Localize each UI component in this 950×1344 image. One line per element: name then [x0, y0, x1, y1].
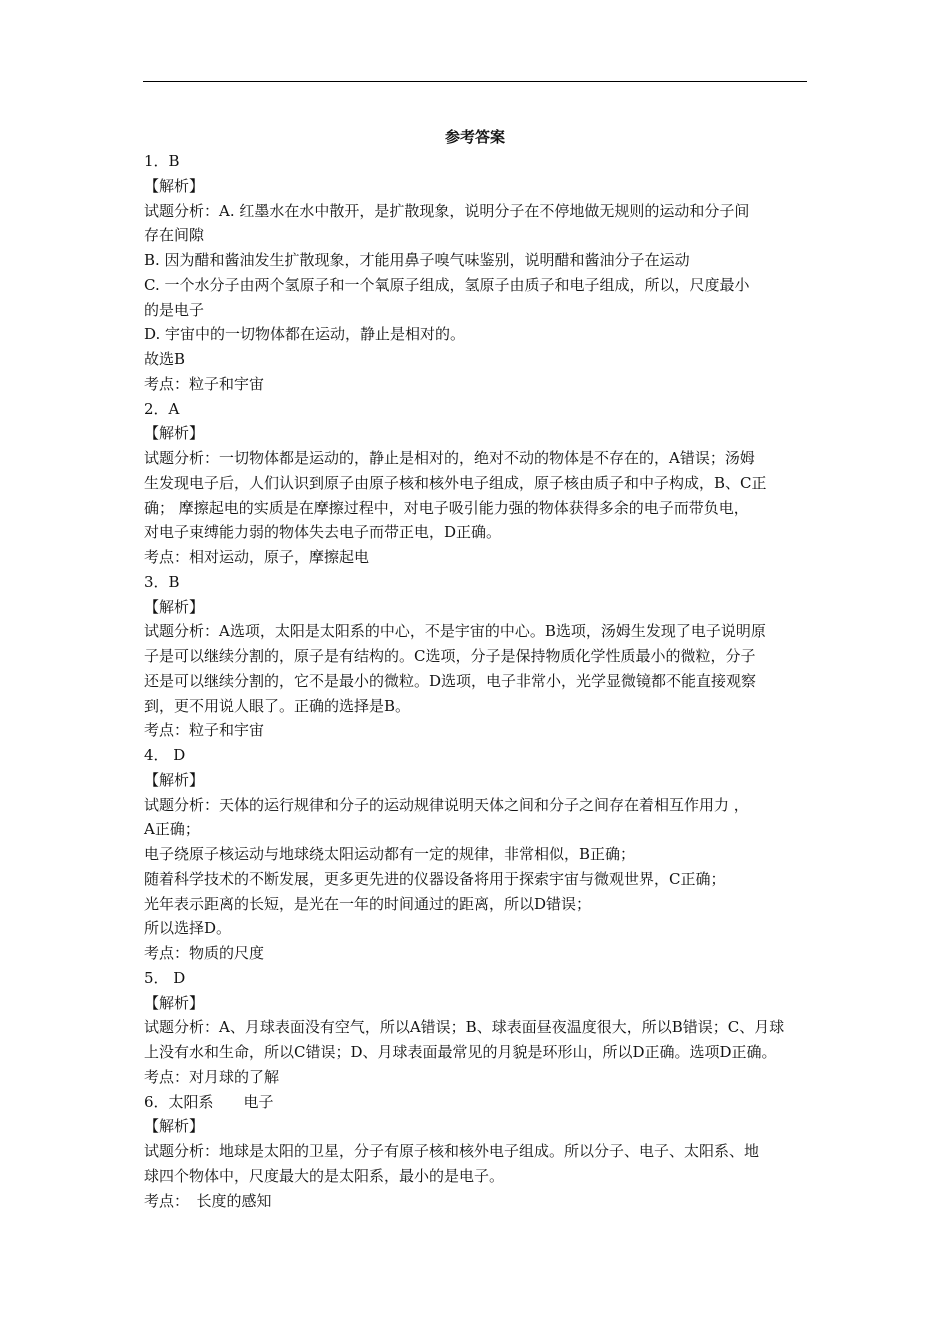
text-line: B. 因为醋和酱油发生扩散现象，才能用鼻子嗅气味鉴别，说明醋和酱油分子在运动 — [144, 251, 690, 269]
text-line: 随着科学技术的不断发展，更多更先进的仪器设备将用于探索宇宙与微观世界，C正确； — [144, 869, 726, 888]
text-line: 【解析】 — [144, 424, 205, 443]
text-line: 球四个物体中，尺度最大的是太阳系，最小的是电子。 — [144, 1166, 505, 1185]
text-line: C. 一个水分子由两个氢原子和一个氧原子组成，氢原子由质子和电子组成，所以，尺度最小 — [144, 275, 750, 294]
text-line: 3．B — [144, 572, 180, 591]
text-line: 试题分析：一切物体都是运动的，静止是相对的，绝对不动的物体是不存在的，A错误；汤姆 — [144, 449, 755, 467]
text-line: 确； 摩擦起电的实质是在摩擦过程中，对电子吸引能力强的物体获得多余的电子而带负电， — [144, 498, 749, 517]
text-line: 5． D — [144, 968, 186, 987]
text-line: 6．太阳系 电子 — [144, 1092, 274, 1111]
text-line: 电子绕原子核运动与地球绕太阳运动都有一定的规律，非常相似，B正确； — [144, 845, 636, 863]
text-line: 考点：对月球的了解 — [144, 1067, 280, 1086]
header-rule — [143, 81, 807, 82]
text-line: 的是电子 — [144, 300, 205, 319]
text-line: 试题分析：地球是太阳的卫星，分子有原子核和核外电子组成。所以分子、电子、太阳系、地 — [144, 1142, 760, 1160]
text-line: 2．A — [144, 399, 180, 418]
text-line: A正确； — [144, 820, 200, 839]
text-line: 故选B — [144, 350, 186, 368]
text-line: 【解析】 — [144, 597, 205, 616]
text-line: 所以选择D。 — [144, 919, 232, 938]
text-line: 考点：相对运动，原子，摩擦起电 — [144, 548, 370, 566]
text-line: 【解析】 — [144, 1117, 205, 1136]
text-line: 4． D — [144, 746, 186, 764]
text-line: 试题分析：A. 红墨水在水中散开，是扩散现象，说明分子在不停地做无规则的运动和分子间 — [144, 201, 750, 220]
text-line: 到，更不用说人眼了。正确的选择是B。 — [144, 696, 411, 715]
text-line: 考点： 长度的感知 — [144, 1191, 272, 1210]
text-line: 还是可以继续分割的，它不是最小的微粒。D选项，电子非常小，光学显微镜都不能直接观察 — [144, 671, 757, 690]
text-line: 【解析】 — [144, 993, 205, 1012]
text-line: 考点：粒子和宇宙 — [144, 721, 265, 740]
text-line: 试题分析：A、月球表面没有空气，所以A错误；B、球表面昼夜温度很大，所以B错误；C、月球 — [144, 1018, 785, 1037]
text-line: 子是可以继续分割的，原子是有结构的。C选项，分子是保持物质化学性质最小的微粒，分子 — [144, 647, 756, 665]
text-line: 光年表示距离的长短，是光在一年的时间通过的距离，所以D错误； — [144, 894, 592, 913]
answer-body — [144, 149, 812, 1213]
text-line: 存在间隙 — [144, 226, 205, 245]
text-line: 试题分析：A选项，太阳是太阳系的中心，不是宇宙的中心。B选项，汤姆生发现了电子说明原 — [144, 622, 766, 641]
text-line: 【解析】 — [144, 176, 205, 195]
text-line: 考点：物质的尺度 — [144, 944, 265, 962]
text-line: 对电子束缚能力弱的物体失去电子而带正电，D正确。 — [144, 523, 502, 542]
text-line: 试题分析：天体的运行规律和分子的运动规律说明天体之间和分子之间存在着相互作用力 ， — [144, 795, 749, 814]
text-line: 【解析】 — [144, 770, 205, 789]
text-line: 生发现电子后，人们认识到原子由原子核和核外电子组成，原子核由质子和中子构成，B、C正 — [144, 473, 767, 492]
text-line: D. 宇宙中的一切物体都在运动，静止是相对的。 — [144, 325, 466, 344]
text-line: 考点：粒子和宇宙 — [144, 374, 265, 393]
text-line: 上没有水和生命，所以C错误；D、月球表面最常见的月貌是环形山，所以D正确。选项D正确。 — [144, 1043, 777, 1061]
page-title: 参考答案 — [444, 128, 505, 146]
text-line: 1．B — [144, 152, 180, 170]
